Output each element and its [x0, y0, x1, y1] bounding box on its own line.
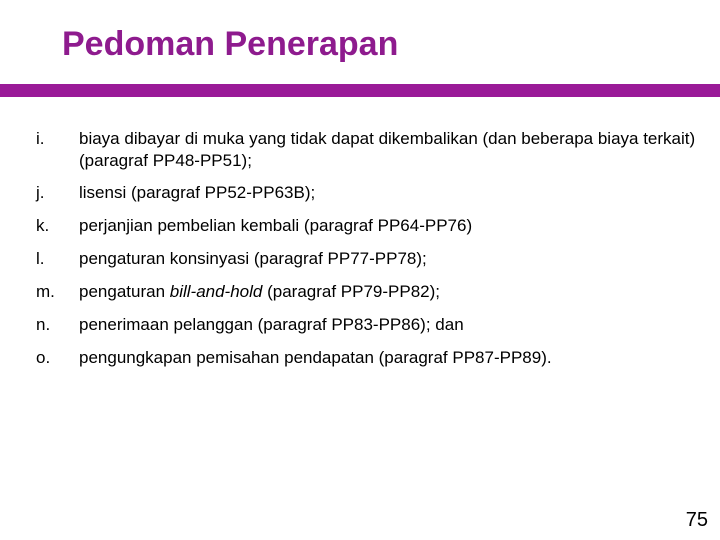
list-marker: o.: [36, 348, 51, 367]
list-item-n: [36, 314, 706, 336]
list-item-text: pengungkapan pemisahan pendapatan (paragraf PP87-PP89).: [79, 348, 552, 367]
guidance-list: [36, 128, 706, 369]
list-item-m: [36, 281, 706, 303]
list-item-text: perjanjian pembelian kembali (paragraf PP64-PP76): [79, 216, 473, 235]
list-marker: k.: [36, 216, 50, 235]
list-item-text: lisensi (paragraf PP52-PP63B);: [79, 183, 316, 202]
list-marker: i.: [36, 129, 45, 148]
list-item-text-italic: bill-and-hold: [169, 282, 263, 301]
page-number: 75: [685, 509, 708, 531]
list-item-text-before: pengaturan: [79, 282, 170, 301]
list-item-j: [36, 182, 706, 204]
list-item-text-after: (paragraf PP79-PP82);: [262, 282, 441, 301]
list-marker: m.: [36, 282, 55, 301]
list-item-l: [36, 248, 706, 270]
list-item-text: penerimaan pelanggan (paragraf PP83-PP86); dan: [79, 315, 464, 334]
list-marker: n.: [36, 315, 51, 334]
list-item-i: [36, 128, 706, 172]
title-divider: [0, 84, 720, 97]
slide-title: Pedoman Penerapan: [62, 25, 399, 63]
list-item-text: pengaturan konsinyasi (paragraf PP77-PP78);: [79, 249, 427, 268]
list-item-k: [36, 215, 706, 237]
list-marker: j.: [36, 183, 45, 202]
list-marker: l.: [36, 249, 45, 268]
list-item-text: biaya dibayar di muka yang tidak dapat dikembalikan (dan beberapa biaya terkait) (paragraf PP48-PP51);: [79, 129, 696, 170]
list-item-o: [36, 347, 706, 369]
list-item-text: [79, 281, 706, 303]
